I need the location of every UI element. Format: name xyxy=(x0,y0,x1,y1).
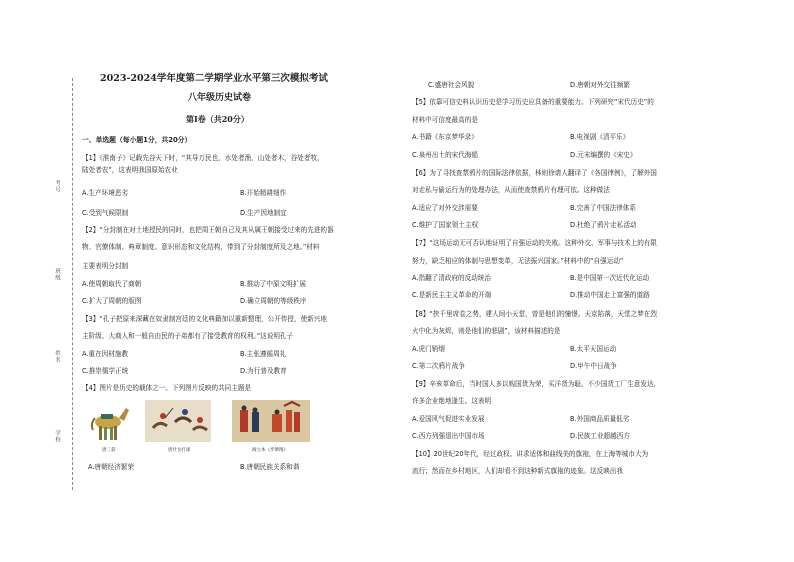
option-d: D.推动中国走上富强的道路 xyxy=(570,291,650,299)
option-d: D.元末编撰的《宋史》 xyxy=(570,151,637,159)
tang-sancai-horse-image xyxy=(86,400,132,442)
option-a: A.唐朝经济繁荣 xyxy=(88,463,135,471)
exam-subtitle: 八年级历史试卷 xyxy=(188,93,252,103)
image-caption: 唐三彩 xyxy=(102,448,116,453)
option-a: A.生产环境恶劣 xyxy=(82,189,129,197)
binding-label-class: 班级 xyxy=(54,268,60,281)
option-a: A.指翻了清政府的反动统治 xyxy=(412,274,492,282)
option-a: A.书籍《东京梦华录》 xyxy=(412,133,478,141)
option-c: C.维护了国家领土主权 xyxy=(412,221,479,229)
option-a: A.使周朝取代了商朝 xyxy=(82,280,142,288)
option-a: A.重在因材施教 xyxy=(82,350,129,358)
question-text: 陆处者农”，这表明我国原始农业 xyxy=(82,166,178,174)
option-c: C.盛唐社会风貌 xyxy=(428,81,475,89)
section-heading: 一、单选题（每小题1分，共20分） xyxy=(82,136,192,144)
option-b: B.电视剧《清平乐》 xyxy=(570,133,630,141)
question-text: 主要表明分封制 xyxy=(82,262,129,270)
option-d: D.生产因地制宜 xyxy=(240,209,287,217)
option-b: B.外国商品质量低劣 xyxy=(570,415,630,423)
option-b: B.唐朝民族关系和谐 xyxy=(240,463,300,471)
question-text: 物、官僚体制、典章制度、意识形态和文化结构，带到了分封制度所及之地。”材料 xyxy=(82,243,320,251)
polo-painting-image xyxy=(145,400,211,442)
question-text: 努力，缺乏相应的体制与思想变革，无法振兴国家。”材料中的“自强运动” xyxy=(412,257,624,265)
option-a: A.适应了对外交涉需要 xyxy=(412,204,478,212)
question-text: 【3】“孔子把原来深藏在奴隶制宫廷的文化典籍加以重新整理，公开传授，使新兴地 xyxy=(82,315,327,323)
option-b: B.主张遵循周礼 xyxy=(240,350,287,358)
option-c: C.泉州出土的宋代海船 xyxy=(412,151,479,159)
question-text: 主阶级、大商人和一般自由民的子弟都有了接受教育的权利。”这说明孔子 xyxy=(82,332,294,340)
question-text: 【9】辛亥革命后，当时国人多以购国货为荣，买洋货为耻。不少国货工厂生意发达， xyxy=(412,380,661,388)
question-text: 材料中可信度最高的是 xyxy=(412,116,478,124)
binding-label-school: 学校 xyxy=(54,430,60,443)
question-text: 【10】20世纪20年代，经过政权、讲求适体和曲线美的旗袍，在上海等城市大为 xyxy=(412,450,649,458)
option-a: A.虎门销烟 xyxy=(412,345,445,353)
option-c: C.第二次鸦片战争 xyxy=(412,362,465,370)
option-d: D.杜绝了鸦片走私活动 xyxy=(570,221,637,229)
question-text: 【5】依靠可信史料认识历史是学习历史应具备的重要能力。下列研究“宋代历史”的 xyxy=(412,98,654,106)
image-caption: 唐社女打球 xyxy=(168,448,191,453)
question-text: 流行；然而在乡村地区，人们却看不到这种新式旗袍的迹象。这反映出我 xyxy=(412,467,623,475)
question-text: 许多企业绝地逢生。这表明 xyxy=(412,397,492,405)
option-a: A.爱国风气促进实业发展 xyxy=(412,415,485,423)
option-d: D.确立周朝的等级秩序 xyxy=(240,297,307,305)
option-b: B.是中国第一次近代化运动 xyxy=(570,274,650,282)
exam-part: 第Ⅰ卷（共20分） xyxy=(186,114,249,124)
option-b: B.开始精耕细作 xyxy=(240,189,287,197)
option-d: D.民族工业超越西方 xyxy=(570,432,630,440)
option-d: D.甲午中日战争 xyxy=(570,362,617,370)
image-caption: 阎立本《步辇图》 xyxy=(252,448,288,453)
bunian-painting-image xyxy=(232,400,310,442)
question-text: 【1】《淮南子》记载先谷天下时，“其导万民也，水处者渔，山处者木，谷处者牧， xyxy=(82,154,324,162)
question-text: 【4】图片是历史的载体之一。下列图片反映的共同主题是 xyxy=(82,384,252,392)
option-c: C.推崇儒学正统 xyxy=(82,367,129,375)
question-text: 对走私与偷运行为的处理办法，从而使查禁鸦片有理可依。这种做法 xyxy=(412,186,610,194)
option-c: C.是新民主主义革命的开端 xyxy=(412,291,492,299)
option-d: D.为行普及教育 xyxy=(240,367,287,375)
question-text: 【6】为了寻找查禁鸦片的国际法律依据，林则徐请人翻译了《各国律例》，了解外国 xyxy=(412,169,657,177)
binding-label-name: 姓名 xyxy=(54,350,60,363)
option-d: D.唐朝对外交往频繁 xyxy=(570,81,630,89)
question-text: 【7】“这场运动无可否认地证明了自强运动的失败。这种外交、军事与技术上的有限 xyxy=(412,239,657,247)
question-text: 【2】“分封制在对土地授民的同时，也把周王朝自己及其从属王朝接受过来的先进的器 xyxy=(82,226,334,234)
exam-title: 2023-2024学年度第二学期学业水平第三次模拟考试 xyxy=(100,73,328,84)
option-b: B.太平天国运动 xyxy=(570,345,617,353)
option-c: C.受到气候限制 xyxy=(82,209,129,217)
option-b: B.推动了中原文明扩展 xyxy=(240,280,306,288)
question-text: 【8】“挟千里席卷之势，建人间小天堂，曾是他们的憧憬。天京陷落，天堂之梦在烈 xyxy=(412,310,657,318)
option-b: B.完善了中国法律体系 xyxy=(570,204,636,212)
binding-line xyxy=(72,78,73,490)
option-c: C.西方列强退出中国市场 xyxy=(412,432,485,440)
option-c: C.扩大了周朝的版图 xyxy=(82,297,142,305)
question-text: 火中化为灰烬，则是他们的悲剧”，该材料描述的是 xyxy=(412,327,561,335)
binding-label-exam-no: 考号 xyxy=(54,180,60,193)
